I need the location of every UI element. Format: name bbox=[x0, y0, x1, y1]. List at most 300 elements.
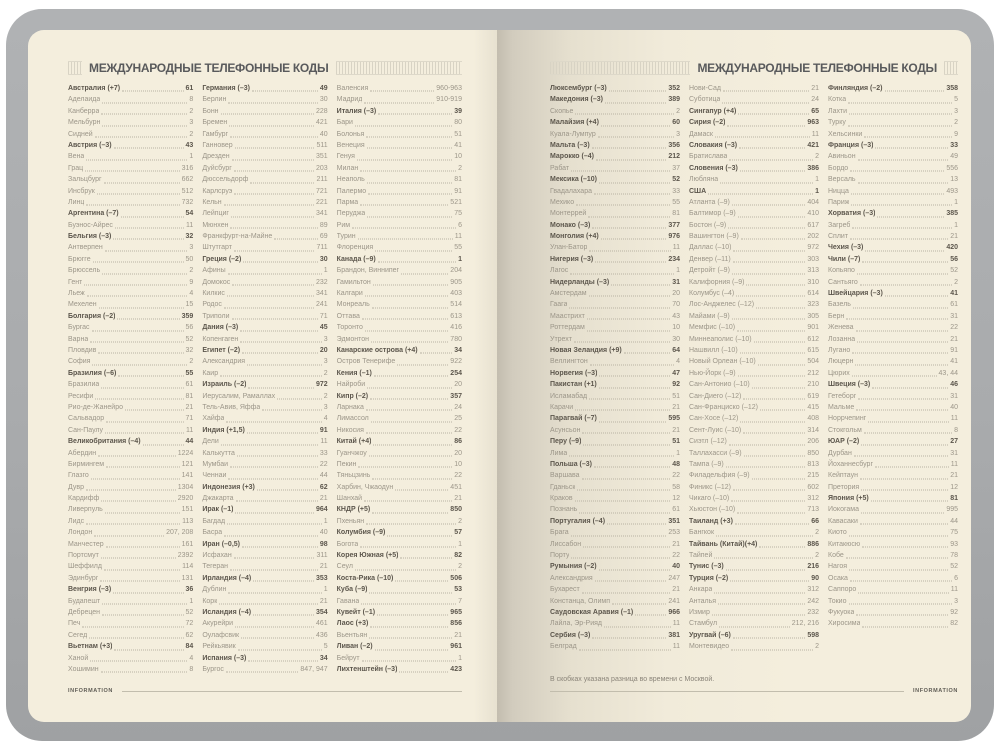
table-row bbox=[68, 299, 193, 310]
dot-leader bbox=[253, 615, 314, 616]
table-row bbox=[689, 345, 819, 356]
dot-leader bbox=[102, 615, 183, 616]
entry-name: Варна bbox=[68, 335, 89, 343]
entry-name: Нашвилл (–10) bbox=[689, 346, 738, 354]
entry-code: 241 bbox=[315, 301, 328, 309]
entry-name: Загреб bbox=[828, 221, 851, 229]
table-row bbox=[828, 277, 958, 288]
table-row bbox=[202, 641, 327, 652]
entry-name: Бостон (–9) bbox=[689, 221, 727, 229]
codes-table bbox=[68, 83, 462, 675]
dot-leader bbox=[849, 603, 953, 604]
dot-leader bbox=[861, 444, 948, 445]
entry-name: Мадрид bbox=[336, 96, 363, 104]
entry-code: 33 bbox=[319, 449, 328, 457]
table-row bbox=[828, 186, 958, 197]
entry-name: Дебрецен bbox=[68, 608, 101, 616]
entry-code: 52 bbox=[185, 608, 194, 616]
entry-name: Индия (+1,5) bbox=[202, 426, 245, 434]
entry-code: 341 bbox=[315, 210, 328, 218]
entry-code: 22 bbox=[454, 426, 462, 434]
entry-code: 30 bbox=[672, 335, 680, 343]
entry-code: 57 bbox=[454, 529, 462, 537]
entry-name: Сантьяго bbox=[828, 278, 858, 286]
dot-leader bbox=[100, 581, 179, 582]
entry-name: Парма bbox=[336, 198, 359, 206]
entry-name: Гаага bbox=[550, 301, 568, 309]
table-row bbox=[550, 220, 680, 231]
table-row bbox=[68, 607, 193, 618]
entry-code: 58 bbox=[672, 483, 680, 491]
entry-name: Манчестер bbox=[68, 540, 104, 548]
table-row bbox=[828, 356, 958, 367]
entry-name: Мальме bbox=[828, 403, 855, 411]
entry-name: Буэнос-Айрес bbox=[68, 221, 113, 229]
entry-code: 82 bbox=[950, 620, 958, 628]
entry-name: Инсбрук bbox=[68, 187, 95, 195]
dot-leader bbox=[862, 547, 948, 548]
entry-name: Белград bbox=[550, 643, 577, 651]
entry-code: 55 bbox=[454, 244, 462, 252]
table-row bbox=[828, 254, 958, 265]
entry-name: Финикс (–12) bbox=[689, 483, 731, 491]
dot-leader bbox=[352, 228, 456, 229]
entry-name: Ницца bbox=[828, 187, 849, 195]
entry-name: Карачи bbox=[550, 403, 574, 411]
table-row bbox=[337, 129, 462, 140]
dot-leader bbox=[860, 478, 948, 479]
dot-leader bbox=[576, 205, 670, 206]
dot-leader bbox=[106, 547, 180, 548]
dot-leader bbox=[369, 455, 452, 456]
entry-name: Бордо bbox=[828, 164, 849, 172]
entry-code: 55 bbox=[185, 369, 194, 377]
entry-code: 6 bbox=[458, 221, 462, 229]
entry-name: Акурейри bbox=[202, 620, 234, 628]
entry-code: 847, 947 bbox=[300, 665, 328, 673]
table-row bbox=[68, 436, 193, 447]
table-row bbox=[550, 630, 680, 641]
entry-name: Даллас (–10) bbox=[689, 244, 732, 252]
dot-leader bbox=[370, 91, 434, 92]
entry-code: 36 bbox=[185, 586, 194, 594]
entry-name: Германия (–3) bbox=[202, 85, 251, 92]
dot-leader bbox=[858, 182, 949, 183]
table-row bbox=[828, 448, 958, 459]
table-row bbox=[689, 140, 819, 151]
table-row bbox=[828, 197, 958, 208]
dot-leader bbox=[92, 364, 187, 365]
dot-leader bbox=[235, 626, 314, 627]
table-row bbox=[68, 208, 193, 219]
entry-name: Лондон bbox=[68, 529, 93, 537]
entry-code: 386 bbox=[807, 164, 819, 172]
dot-leader bbox=[228, 478, 317, 479]
dot-leader bbox=[858, 159, 949, 160]
entry-code: 21 bbox=[454, 631, 462, 639]
entry-name: Мальта (–3) bbox=[550, 141, 590, 149]
entry-code: 247 bbox=[668, 574, 680, 582]
dot-leader bbox=[102, 273, 187, 274]
table-row bbox=[202, 391, 327, 402]
table-row bbox=[689, 299, 819, 310]
table-row bbox=[689, 561, 819, 572]
dot-leader bbox=[121, 216, 184, 217]
entry-code: 254 bbox=[450, 369, 462, 377]
entry-code: 354 bbox=[315, 608, 328, 616]
entry-code: 850 bbox=[807, 449, 819, 457]
entry-name: Пакистан (+1) bbox=[550, 381, 597, 389]
dot-leader bbox=[364, 102, 434, 103]
table-row bbox=[828, 345, 958, 356]
table-row bbox=[202, 288, 327, 299]
entry-code: 13 bbox=[950, 176, 958, 184]
dot-leader bbox=[732, 319, 806, 320]
dot-leader bbox=[85, 171, 179, 172]
table-row bbox=[337, 140, 462, 151]
table-row bbox=[828, 334, 958, 345]
dot-leader bbox=[399, 672, 448, 673]
entry-code: 56 bbox=[185, 324, 194, 332]
entry-code: 22 bbox=[672, 552, 680, 560]
entry-code: 81 bbox=[672, 210, 680, 218]
entry-code: 420 bbox=[946, 244, 958, 252]
entry-name: Вьентьян bbox=[336, 631, 368, 639]
dot-leader bbox=[732, 273, 805, 274]
dot-leader bbox=[375, 649, 449, 650]
dot-leader bbox=[726, 467, 806, 468]
entry-code: 31 bbox=[950, 449, 958, 457]
table-row bbox=[550, 448, 680, 459]
entry-code: 613 bbox=[450, 312, 462, 320]
table-row bbox=[689, 402, 819, 413]
entry-name: Египет (–2) bbox=[202, 346, 241, 354]
table-row bbox=[68, 641, 193, 652]
entry-name: Польша (–3) bbox=[550, 460, 593, 468]
entry-code: 966 bbox=[668, 608, 680, 616]
entry-code: 98 bbox=[319, 540, 328, 548]
entry-code: 381 bbox=[668, 631, 680, 639]
entry-name: Сеул bbox=[336, 563, 353, 571]
dot-leader bbox=[247, 433, 318, 434]
table-row bbox=[689, 607, 819, 618]
entry-code: 21 bbox=[672, 586, 680, 594]
table-row bbox=[202, 231, 327, 242]
table-row bbox=[550, 231, 680, 242]
entry-name: Родос bbox=[202, 301, 222, 309]
entry-code: 4 bbox=[189, 654, 194, 662]
entry-code: 1 bbox=[189, 597, 194, 605]
table-row bbox=[202, 653, 327, 664]
entry-name: Словения (–3) bbox=[689, 164, 738, 172]
table-row bbox=[828, 368, 958, 379]
entry-name: Пловдив bbox=[68, 346, 97, 354]
right-page bbox=[497, 30, 971, 722]
entry-code: 84 bbox=[185, 643, 194, 651]
dot-leader bbox=[420, 353, 453, 354]
dot-leader bbox=[733, 638, 805, 639]
entry-code: 46 bbox=[950, 381, 958, 389]
entry-name: Лахти bbox=[828, 107, 848, 115]
entry-name: Асунсьон bbox=[550, 426, 581, 434]
entry-code: 511 bbox=[316, 141, 328, 149]
entry-code: 61 bbox=[950, 301, 958, 309]
table-row bbox=[337, 334, 462, 345]
dot-leader bbox=[238, 649, 322, 650]
table-row bbox=[337, 561, 462, 572]
table-row bbox=[550, 288, 680, 299]
table-row bbox=[202, 174, 327, 185]
dot-leader bbox=[872, 387, 948, 388]
entry-name: Амстердам bbox=[550, 290, 587, 298]
dot-leader bbox=[101, 672, 188, 673]
dot-leader bbox=[114, 148, 184, 149]
dot-leader bbox=[367, 387, 452, 388]
dot-leader bbox=[722, 102, 809, 103]
entry-code: 2 bbox=[323, 369, 328, 377]
entry-code: 45 bbox=[319, 324, 328, 332]
dot-leader bbox=[387, 535, 452, 536]
entry-name: Норвегия (–3) bbox=[550, 369, 598, 377]
entry-code: 21 bbox=[185, 403, 194, 411]
table-row bbox=[689, 242, 819, 253]
entry-name: Бухарест bbox=[550, 586, 580, 594]
entry-name: Лидс bbox=[68, 517, 85, 525]
dot-leader bbox=[865, 250, 944, 251]
entry-code: 49 bbox=[319, 85, 328, 92]
dot-leader bbox=[253, 581, 314, 582]
entry-name: Греция (–2) bbox=[202, 255, 242, 263]
table-row bbox=[68, 425, 193, 436]
entry-code: 415 bbox=[807, 403, 819, 411]
dot-leader bbox=[719, 626, 790, 627]
entry-name: Неаполь bbox=[336, 176, 365, 184]
entry-name: Лайла, Эр-Рияд bbox=[550, 620, 602, 628]
table-row bbox=[689, 151, 819, 162]
dot-leader bbox=[355, 569, 456, 570]
entry-name: Анталья bbox=[689, 597, 717, 605]
entry-code: 51 bbox=[672, 392, 680, 400]
table-row bbox=[202, 664, 327, 675]
entry-name: Вена bbox=[68, 153, 85, 161]
entry-name: Лагос bbox=[550, 267, 569, 275]
time-difference-note: В скобках указана разница во времени с Москвой. bbox=[550, 676, 715, 683]
table-row bbox=[550, 163, 680, 174]
table-row bbox=[689, 208, 819, 219]
dot-leader bbox=[105, 433, 184, 434]
table-row bbox=[337, 151, 462, 162]
entry-code: 850 bbox=[450, 506, 462, 514]
dot-leader bbox=[114, 649, 183, 650]
dot-leader bbox=[611, 285, 670, 286]
hatch-pattern-icon bbox=[336, 61, 462, 75]
entry-name: Мюнхен bbox=[202, 221, 229, 229]
dot-leader bbox=[367, 216, 452, 217]
table-row bbox=[550, 436, 680, 447]
dot-leader bbox=[727, 125, 805, 126]
entry-name: Монголия (+4) bbox=[550, 233, 599, 241]
table-row bbox=[337, 174, 462, 185]
dot-leader bbox=[599, 387, 670, 388]
entry-code: 202 bbox=[807, 233, 819, 241]
dot-leader bbox=[370, 398, 448, 399]
entry-code: 612 bbox=[807, 335, 819, 343]
entry-name: Гвадалахара bbox=[550, 187, 592, 195]
table-row bbox=[550, 299, 680, 310]
entry-code: 2 bbox=[189, 358, 194, 366]
entry-name: Будапешт bbox=[68, 597, 101, 605]
table-row bbox=[550, 140, 680, 151]
entry-code: 81 bbox=[950, 495, 958, 503]
entry-code: 3 bbox=[954, 107, 958, 115]
dot-leader bbox=[113, 592, 183, 593]
table-row bbox=[828, 129, 958, 140]
entry-name: Исландия (–4) bbox=[202, 608, 252, 616]
entry-code: 41 bbox=[950, 358, 958, 366]
entry-name: Бургас bbox=[68, 324, 90, 332]
entry-code: 52 bbox=[185, 335, 194, 343]
dot-leader bbox=[371, 341, 448, 342]
dot-leader bbox=[607, 524, 666, 525]
entry-code: 21 bbox=[319, 495, 328, 503]
entry-name: Сплит bbox=[828, 233, 849, 241]
entry-code: 21 bbox=[811, 85, 819, 92]
entry-name: Пхеньян bbox=[336, 517, 365, 525]
table-row bbox=[202, 379, 327, 390]
entry-name: Калькутта bbox=[202, 449, 235, 457]
table-row bbox=[689, 573, 819, 584]
dot-leader bbox=[224, 535, 318, 536]
entry-name: Израиль (–2) bbox=[202, 381, 247, 389]
dot-leader bbox=[360, 171, 456, 172]
entry-name: Портсмут bbox=[68, 552, 99, 560]
entry-code: 6 bbox=[954, 574, 958, 582]
dot-leader bbox=[708, 193, 813, 194]
entry-name: Гент bbox=[68, 278, 83, 286]
table-row bbox=[202, 242, 327, 253]
table-row bbox=[550, 584, 680, 595]
table-row bbox=[68, 94, 193, 105]
entry-name: Дания (–3) bbox=[202, 324, 239, 332]
dot-leader bbox=[739, 148, 805, 149]
table-row bbox=[68, 288, 193, 299]
entry-code: 71 bbox=[185, 415, 194, 423]
table-row bbox=[550, 459, 680, 470]
entry-code: 33 bbox=[950, 141, 958, 149]
dot-leader bbox=[729, 444, 806, 445]
entry-name: Рим bbox=[336, 221, 351, 229]
table-row bbox=[550, 197, 680, 208]
entry-code: 25 bbox=[454, 415, 462, 423]
entry-name: Базель bbox=[828, 301, 851, 309]
dot-leader bbox=[728, 228, 805, 229]
entry-name: Монтевидео bbox=[689, 643, 730, 651]
entry-name: Исламабад bbox=[550, 392, 588, 400]
entry-name: Сан-Диего (–12) bbox=[689, 392, 742, 400]
entry-code: 662 bbox=[181, 176, 194, 184]
entry-code: 90 bbox=[811, 574, 819, 582]
dot-leader bbox=[395, 581, 448, 582]
dot-leader bbox=[858, 592, 948, 593]
dot-leader bbox=[366, 433, 452, 434]
dot-leader bbox=[743, 398, 805, 399]
table-row bbox=[550, 402, 680, 413]
entry-code: 65 bbox=[811, 107, 819, 115]
entry-code: 965 bbox=[450, 608, 462, 616]
dot-leader bbox=[599, 182, 670, 183]
entry-name: Сан-Франциско (–12) bbox=[689, 403, 758, 411]
table-row bbox=[68, 83, 193, 94]
entry-name: Тампа (–9) bbox=[689, 460, 724, 468]
entry-code: 232 bbox=[315, 278, 328, 286]
entry-name: Перуджа bbox=[336, 210, 366, 218]
entry-name: Познань bbox=[550, 506, 578, 514]
table-row bbox=[828, 117, 958, 128]
table-row bbox=[68, 140, 193, 151]
dot-leader bbox=[360, 547, 456, 548]
dot-leader bbox=[219, 603, 318, 604]
dot-leader bbox=[716, 535, 813, 536]
table-row bbox=[828, 83, 958, 94]
entry-code: 7 bbox=[458, 597, 462, 605]
table-row bbox=[202, 208, 327, 219]
table-row bbox=[202, 368, 327, 379]
entry-code: 11 bbox=[454, 233, 462, 241]
entry-code: 31 bbox=[672, 278, 680, 286]
entry-name: Аделаида bbox=[68, 96, 101, 104]
dot-leader bbox=[737, 330, 805, 331]
entry-code: 32 bbox=[185, 346, 194, 354]
entry-code: 21 bbox=[454, 495, 462, 503]
dot-leader bbox=[248, 387, 314, 388]
table-row bbox=[828, 413, 958, 424]
dot-leader bbox=[101, 501, 176, 502]
table-row bbox=[689, 265, 819, 276]
entry-name: Бангкок bbox=[689, 529, 715, 537]
entry-code: 3 bbox=[323, 403, 328, 411]
entry-name: Брага bbox=[550, 529, 569, 537]
dot-leader bbox=[738, 114, 809, 115]
dot-leader bbox=[106, 467, 180, 468]
dot-leader bbox=[220, 376, 322, 377]
entry-code: 408 bbox=[807, 415, 819, 423]
dot-leader bbox=[612, 603, 666, 604]
table-row bbox=[828, 504, 958, 515]
entry-name: Александрия bbox=[550, 574, 593, 582]
entry-name: Домокос bbox=[202, 278, 231, 286]
table-row bbox=[828, 311, 958, 322]
entry-name: Копьяпо bbox=[828, 267, 855, 275]
entry-name: Маастрихт bbox=[550, 312, 585, 320]
dot-leader bbox=[852, 353, 948, 354]
entry-code: 504 bbox=[807, 358, 819, 366]
left-page-footer bbox=[68, 688, 462, 694]
table-row bbox=[202, 345, 327, 356]
entry-code: 351 bbox=[315, 153, 328, 161]
code-column bbox=[828, 83, 958, 653]
dot-leader bbox=[101, 387, 183, 388]
entry-code: 2 bbox=[458, 517, 462, 525]
entry-code: 595 bbox=[668, 415, 680, 423]
dot-leader bbox=[599, 376, 670, 377]
dot-leader bbox=[86, 159, 187, 160]
entry-code: 31 bbox=[950, 312, 958, 320]
entry-name: Атланта (–9) bbox=[689, 198, 730, 206]
entry-name: Роттердам bbox=[550, 324, 585, 332]
table-row bbox=[550, 573, 680, 584]
dot-leader bbox=[226, 421, 321, 422]
table-row bbox=[550, 106, 680, 117]
